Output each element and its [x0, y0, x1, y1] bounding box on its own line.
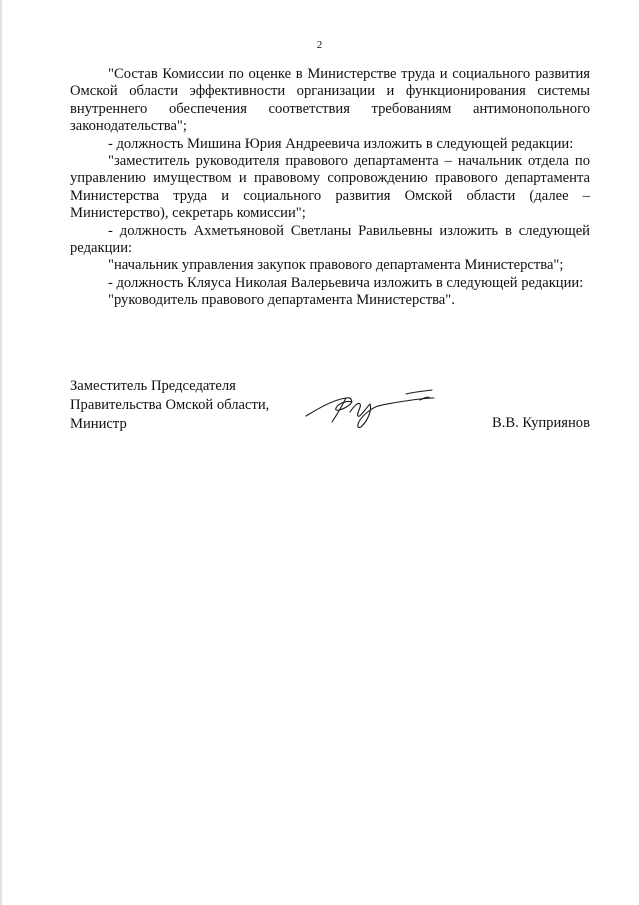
paragraph-mishin-position: - должность Мишина Юрия Андреевича изложить в следующей редакции: — [108, 135, 574, 152]
document-body — [70, 66, 590, 310]
paragraph-mishin-new-text: "заместитель руководителя правового департамента – начальник отдела по управлению имуществом и правовому сопровождению правового департамента Министерства труда и социального развития Омской области (далее – Министерство), секретарь комиссии"; — [70, 153, 590, 222]
paragraph-klyaus-position: - должность Кляуса Николая Валерьевича изложить в следующей редакции: — [108, 274, 584, 291]
paragraph-commission-title: "Состав Комиссии по оценке в Министерстве труда и социального развития Омской области эффективности организации и функционирования системы внутреннего обеспечения соответствия требованиям антимонопольного законодательства"; — [70, 66, 590, 135]
signer-position — [70, 377, 310, 433]
signer-position-line: Заместитель Председателя — [70, 378, 236, 394]
paragraph-akhmetyanova-position: - должность Ахметьяновой Светланы Равильевны изложить в следующей редакции: — [70, 222, 590, 257]
signature-block — [70, 377, 590, 437]
scan-page-edge — [0, 0, 3, 905]
signer-position-line: Правительства Омской области, — [70, 396, 270, 413]
signer-name: В.В. Куприянов — [492, 415, 590, 431]
page-number: 2 — [316, 39, 323, 51]
paragraph-klyaus-new-text: "руководитель правового департамента Министерства". — [108, 292, 455, 309]
paragraph-akhmetyanova-new-text: "начальник управления закупок правового департамента Министерства"; — [108, 257, 564, 274]
signer-position-line: Министр — [70, 415, 127, 432]
handwritten-signature — [302, 386, 442, 430]
